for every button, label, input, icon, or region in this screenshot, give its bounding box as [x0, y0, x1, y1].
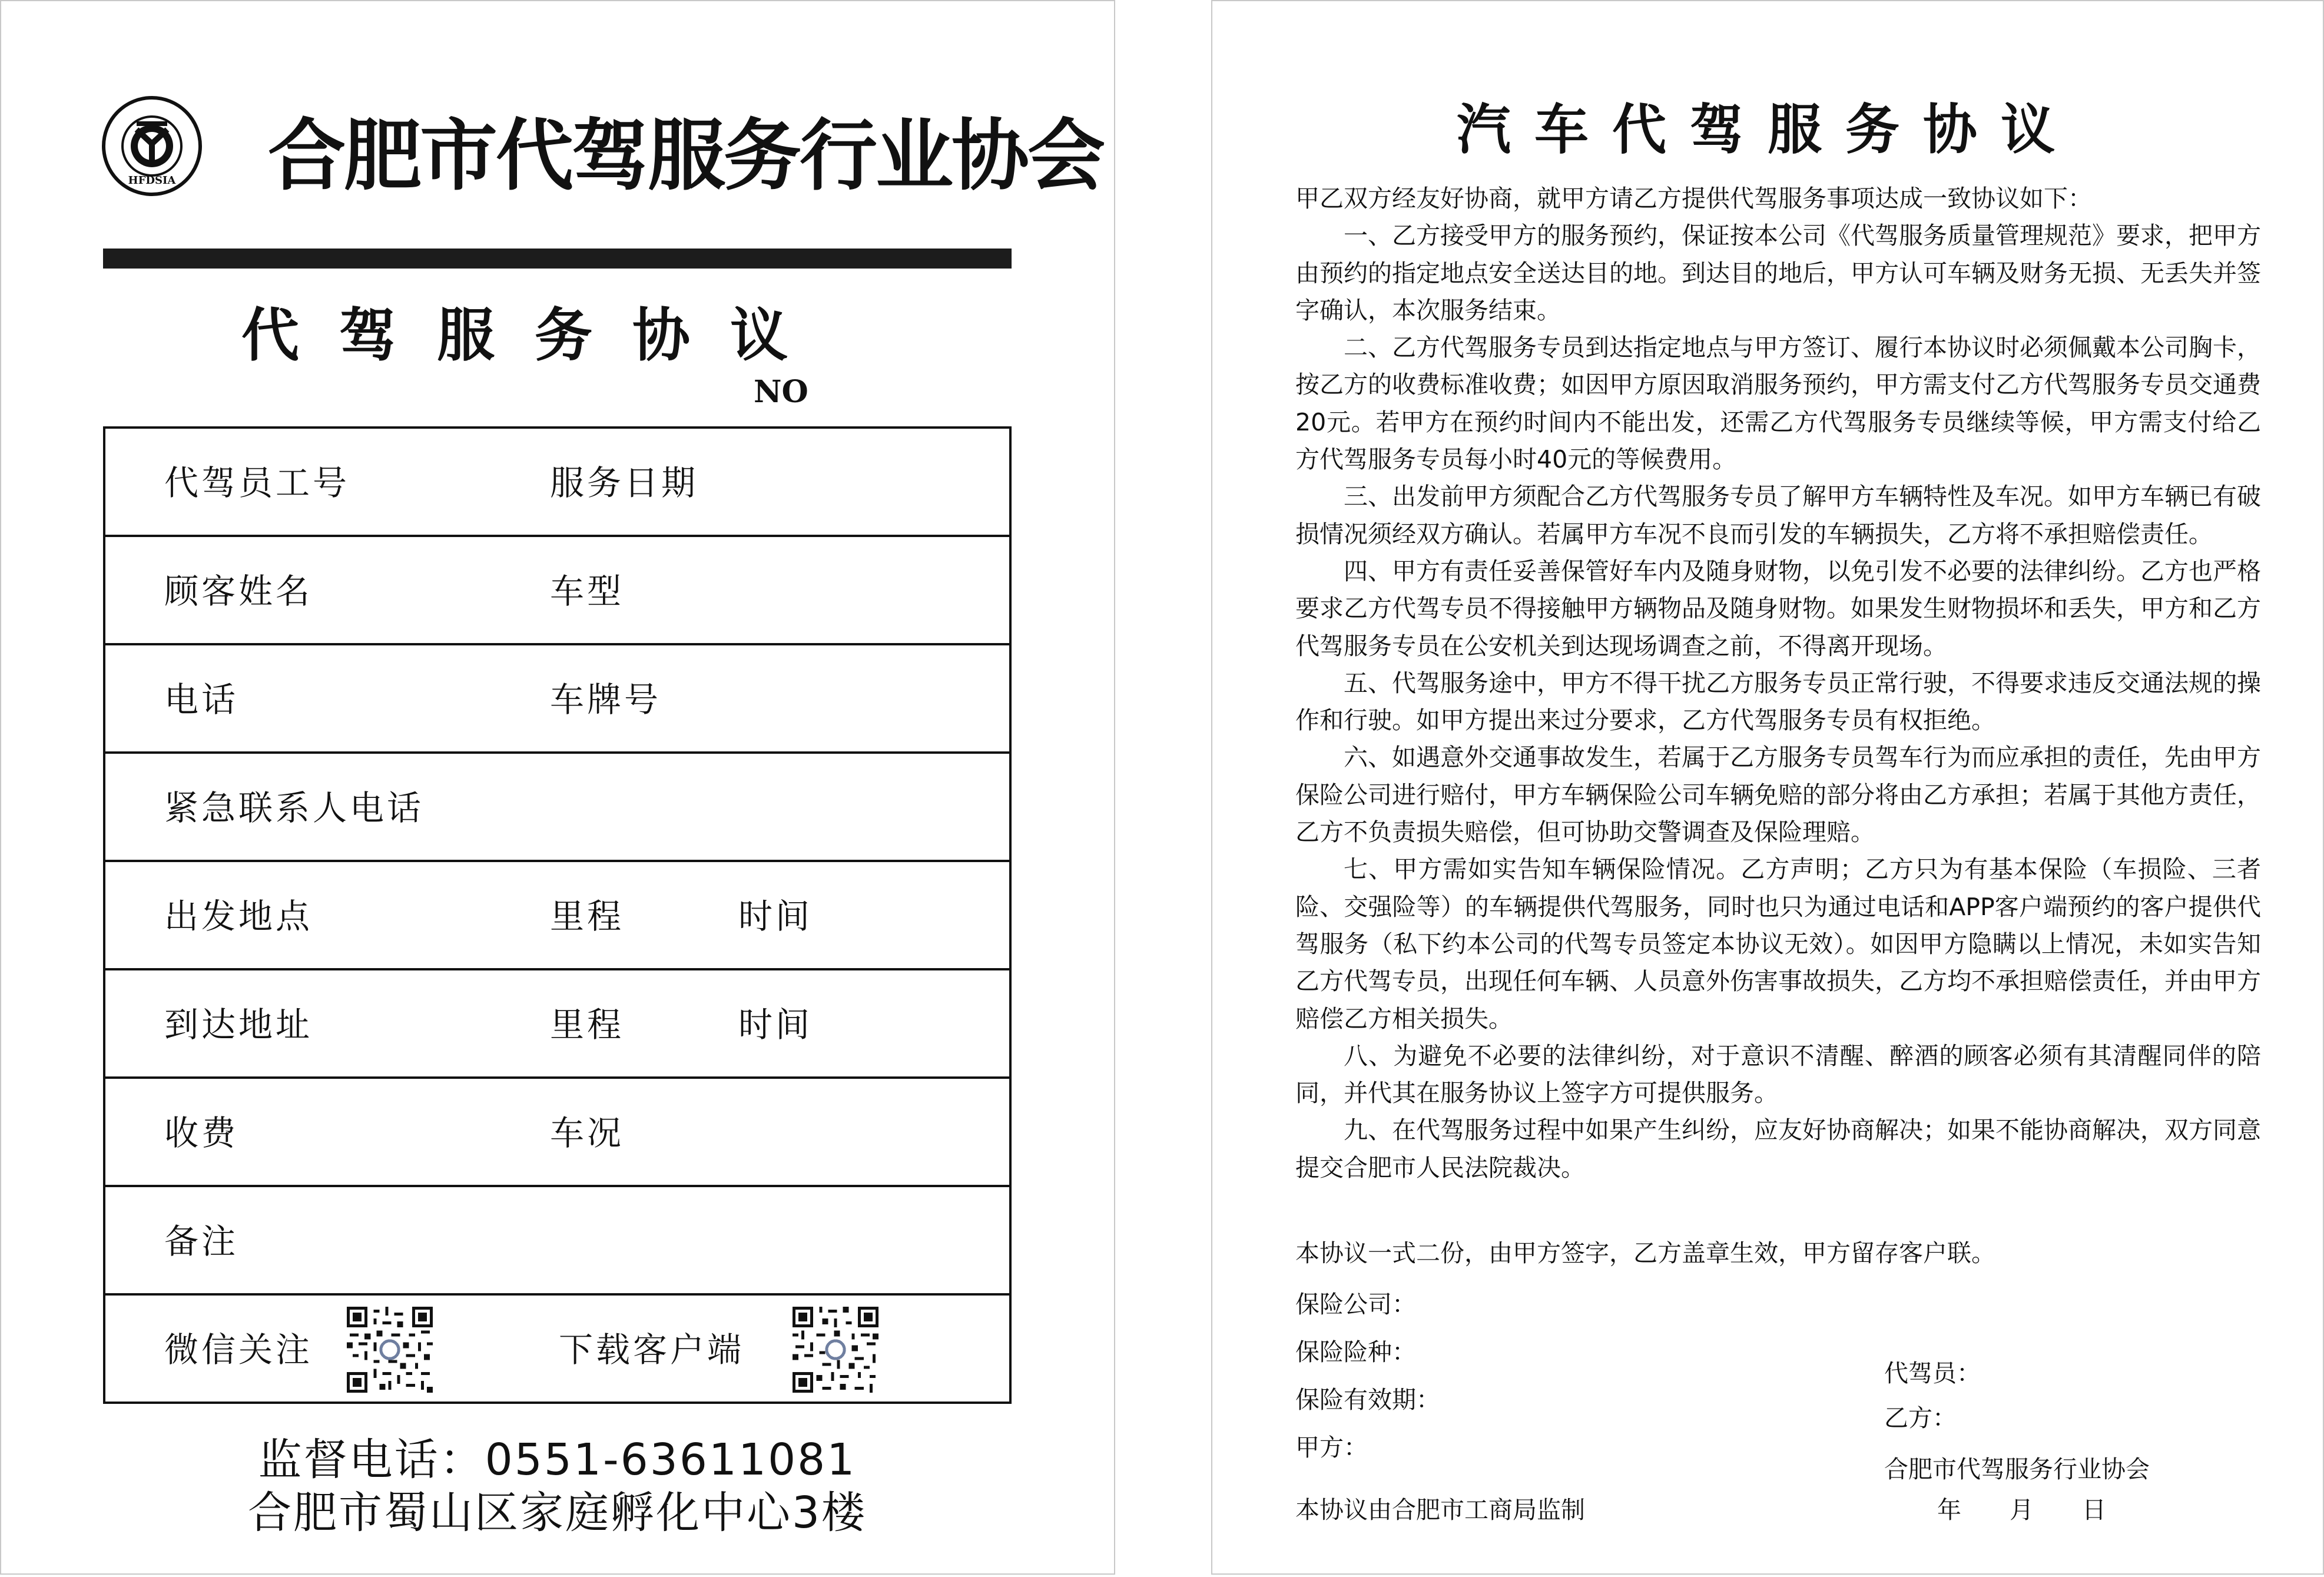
issuer-name: 合肥市代驾服务行业协会 [1884, 1455, 2150, 1483]
agreement-clause: 八、为避免不必要的法律纠纷，对于意识不清醒、醉酒的顾客必须有其清醒同伴的陪同，并代其在服务协议上签字方可提供服务。 [1295, 1041, 2261, 1108]
insurance-type-label: 保险险种： [1295, 1338, 1416, 1366]
car-condition-label: 车况 [550, 1113, 625, 1153]
insurance-company-label: 保险公司： [1295, 1290, 1416, 1318]
supervision-note: 本协议由合肥市工商局监制 [1295, 1496, 1585, 1524]
agreement-clause: 六、如遇意外交通事故发生，若属于乙方服务专员驾车行为而应承担的责任，先由甲方保险公司进行赔付，甲方车辆保险公司车辆免赔的部分将由乙方承担；若属于其他方责任，乙方不负责损失赔偿，但可协助交警调查及保险理赔。 [1295, 743, 2261, 847]
form-row-qr [105, 1296, 1009, 1404]
emergency-contact-label: 紧急联系人电话 [164, 788, 425, 828]
association-address: 合肥市蜀山区家庭孵化中心3楼 [247, 1487, 867, 1538]
form-row-phone [105, 645, 1009, 754]
app-download-qr-code-icon [793, 1307, 878, 1393]
form-row-emergency [105, 754, 1009, 862]
party-b-label: 乙方： [1884, 1404, 1957, 1432]
fee-label: 收费 [164, 1113, 239, 1153]
download-app-label: 下载客户端 [559, 1330, 745, 1370]
header-divider [103, 249, 1012, 269]
form-row-fee [105, 1079, 1009, 1187]
remarks-label: 备注 [164, 1221, 239, 1261]
arrival-label: 到达地址 [164, 1005, 313, 1045]
agreement-title: 汽车代驾服务协议 [1456, 98, 2078, 161]
plate-number-label: 车牌号 [550, 680, 662, 720]
agreement-closing-statement: 本协议一式二份，由甲方签字，乙方盖章生效，甲方留存客户联。 [1295, 1239, 1995, 1267]
insurance-validity-label: 保险有效期： [1295, 1386, 1440, 1414]
association-name: 合肥市代驾服务行业协会 [268, 110, 1103, 201]
phone-label: 电话 [164, 680, 239, 720]
car-model-label: 车型 [550, 571, 625, 611]
wechat-follow-label: 微信关注 [164, 1330, 313, 1370]
supervision-phone: 监督电话：0551-63611081 [258, 1434, 857, 1485]
agreement-clause: 五、代驾服务途中，甲方不得干扰乙方服务专员正常行驶，不得要求违反交通法规的操作和行驶。如甲方提出来过分要求，乙方代驾服务专员有权拒绝。 [1295, 668, 2261, 735]
driver-signature-label: 代驾员： [1884, 1359, 1981, 1387]
svg-text:HFDSIA: HFDSIA [128, 174, 176, 187]
form-row-driver [105, 429, 1009, 537]
agreement-clause: 九、在代驾服务过程中如果产生纠纷，应友好协商解决；如果不能协商解决，双方同意提交合肥市人民法院裁决。 [1295, 1116, 2261, 1182]
signing-date-line: 年 月 日 [1937, 1496, 2106, 1524]
departure-time-label: 时间 [738, 896, 813, 936]
form-row-departure [105, 862, 1009, 970]
agreement-clause: 二、乙方代驾服务专员到达指定地点与甲方签订、履行本协议时必须佩戴本公司胸卡，按乙方的收费标准收费；如因甲方原因取消服务预约，甲方需支付乙方代驾服务专员交通费20元。若甲方在预约时间内不能出发，还需乙方代驾服务专员继续等候，甲方需支付给乙方代驾服务专员每小时40元的等候费用。 [1295, 333, 2261, 474]
form-row-arrival [105, 970, 1009, 1079]
party-a-label: 甲方： [1295, 1433, 1368, 1462]
wechat-qr-code-icon [347, 1307, 433, 1393]
form-title: 代驾服务协议 [241, 302, 828, 369]
arrival-mileage-label: 里程 [550, 1005, 625, 1045]
agreement-intro: 甲乙双方经友好协商，就甲方请乙方提供代驾服务事项达成一致协议如下： [1295, 184, 2092, 213]
service-form-table [103, 426, 1012, 1404]
association-seal-icon [101, 95, 203, 197]
agreement-clause: 一、乙方接受甲方的服务预约，保证按本公司《代驾服务质量管理规范》要求，把甲方由预约的指定地点安全送达目的地。到达目的地后，甲方认可车辆及财务无损、无丢失并签字确认，本次服务结束。 [1295, 221, 2261, 324]
agreement-clause: 七、甲方需如实告知车辆保险情况。乙方声明；乙方只为有基本保险（车损险、三者险、交强险等）的车辆提供代驾服务，同时也只为通过电话和APP客户端预约的客户提供代驾服务（私下约本公司的代驾专员签定本协议无效）。如因甲方隐瞒以上情况，未如实告知乙方代驾专员，出现任何车辆、人员意外伤害事故损失，乙方均不承担赔偿责任，并由甲方赔偿乙方相关损失。 [1295, 855, 2261, 1033]
service-date-label: 服务日期 [550, 463, 699, 503]
departure-label: 出发地点 [164, 896, 313, 936]
agreement-body [1295, 180, 2261, 1187]
customer-name-label: 顾客姓名 [164, 571, 313, 611]
agreement-clause: 三、出发前甲方须配合乙方代驾服务专员了解甲方车辆特性及车况。如甲方车辆已有破损情况须经双方确认。若属甲方车况不良而引发的车辆损失，乙方将不承担赔偿责任。 [1295, 482, 2261, 548]
arrival-time-label: 时间 [738, 1005, 813, 1045]
form-row-customer [105, 537, 1009, 645]
form-row-remarks [105, 1187, 1009, 1296]
serial-number-label: NO [754, 374, 808, 410]
departure-mileage-label: 里程 [550, 896, 625, 936]
driver-id-label: 代驾员工号 [164, 463, 350, 503]
agreement-clause: 四、甲方有责任妥善保管好车内及随身财物，以免引发不必要的法律纠纷。乙方也严格要求乙方代驾专员不得接触甲方辆物品及随身财物。如果发生财物损坏和丢失，甲方和乙方代驾服务专员在公安机关到达现场调查之前，不得离开现场。 [1295, 556, 2261, 660]
